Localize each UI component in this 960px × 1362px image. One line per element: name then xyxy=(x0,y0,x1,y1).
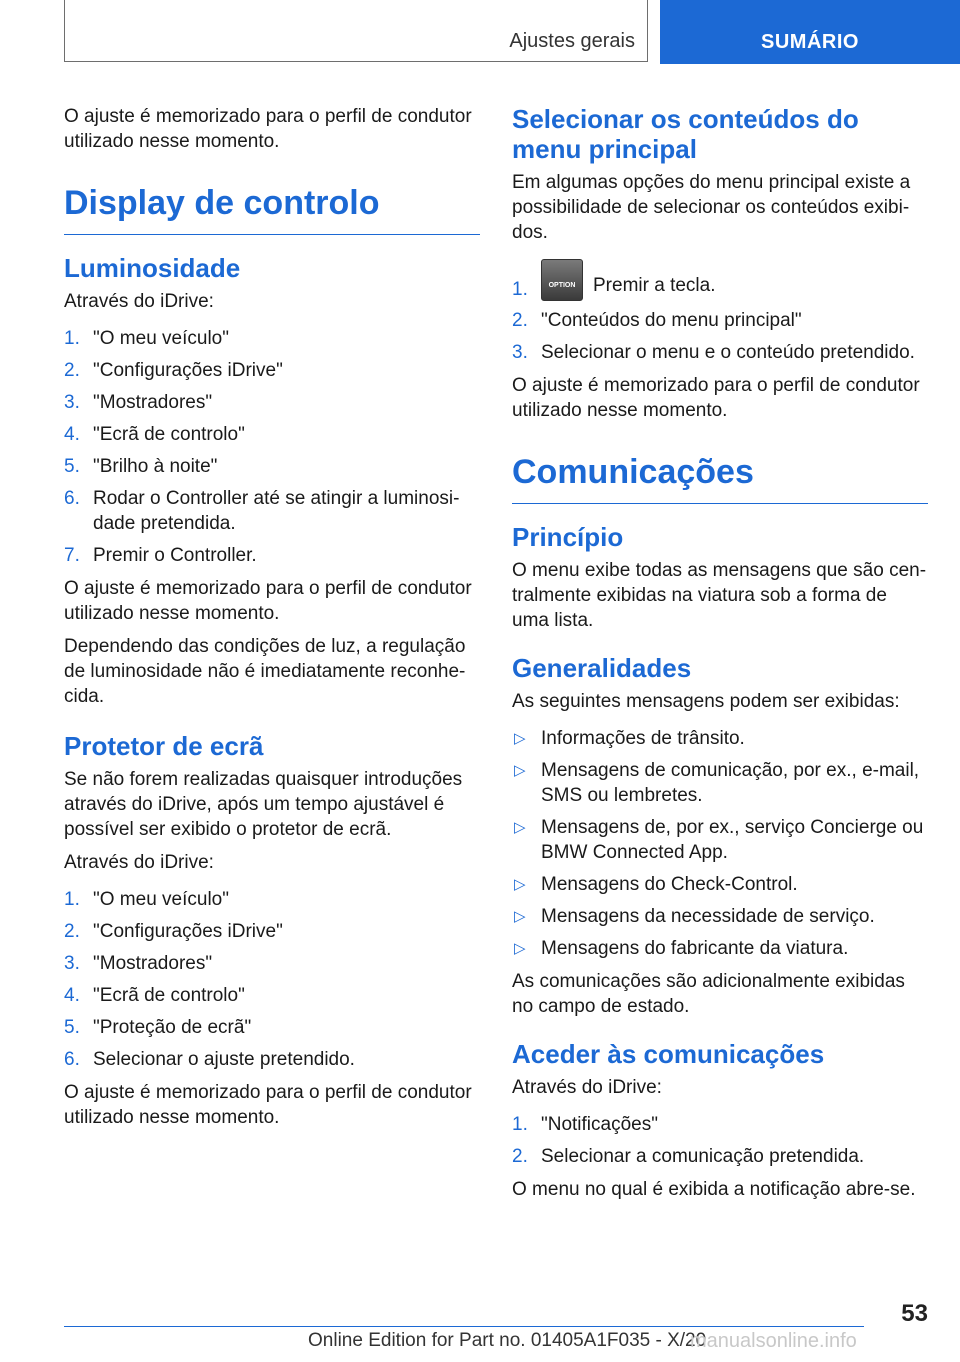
step-text: "Ecrã de controlo" xyxy=(93,424,245,445)
paragraph: O ajuste é memorizado para o perfil de condutor utilizado nesse momento. xyxy=(64,106,472,152)
list-item xyxy=(64,887,480,912)
step-number: 6. xyxy=(64,1049,80,1070)
step-number: 2. xyxy=(64,921,80,942)
step-text: "O meu veículo" xyxy=(93,328,229,349)
paragraph: Se não forem realizadas quaisquer introduções através do iDrive, após um tempo ajustável é possível ser exibido o protetor de ecrã. xyxy=(64,769,463,840)
list-item xyxy=(64,486,480,536)
list-item xyxy=(512,726,928,751)
paragraph: Dependendo das condições de luz, a regulação de luminosidade não é imediatamente reconhecida. xyxy=(64,636,466,707)
triangle-bullet-icon: ▷ xyxy=(514,908,526,925)
list-item xyxy=(64,951,480,976)
paragraph: Através do iDrive: xyxy=(64,852,214,873)
list-item xyxy=(512,936,928,961)
step-text: Premir a tecla. xyxy=(593,275,716,296)
step-number: 2. xyxy=(64,360,80,381)
triangle-bullet-icon: ▷ xyxy=(514,762,526,779)
step-number: 3. xyxy=(64,953,80,974)
step-list xyxy=(64,326,480,568)
footer-divider xyxy=(64,1326,864,1327)
section-heading: Selecionar os conteúdos do menu principal xyxy=(512,104,859,164)
list-item xyxy=(64,1047,480,1072)
header-box xyxy=(64,0,648,62)
paragraph: O ajuste é memorizado para o perfil de condutor utilizado nesse momento. xyxy=(64,1082,472,1128)
section-heading: Princípio xyxy=(512,522,624,552)
step-number: 6. xyxy=(64,488,80,509)
step-number: 4. xyxy=(64,424,80,445)
step-number: 1. xyxy=(512,1114,528,1135)
paragraph: Em algumas opções do menu principal existe a possibilidade de selecionar os conteúdos exibidos. xyxy=(512,172,911,243)
triangle-bullet-icon: ▷ xyxy=(514,940,526,957)
step-text: Selecionar a comunicação pretendida. xyxy=(541,1146,865,1167)
watermark: manualsonline.info xyxy=(690,1330,857,1352)
step-number: 3. xyxy=(512,342,528,363)
step-text: "Notificações" xyxy=(541,1114,658,1135)
bullet-text: Mensagens da necessidade de serviço. xyxy=(541,906,875,927)
triangle-bullet-icon: ▷ xyxy=(514,819,526,836)
bullet-text: Informações de trânsito. xyxy=(541,728,745,749)
paragraph: O ajuste é memorizado para o perfil de condutor utilizado nesse momento. xyxy=(64,578,472,624)
edition-note: Online Edition for Part no. 01405A1F035 - X/20 xyxy=(308,1330,707,1351)
list-item xyxy=(512,308,928,333)
paragraph: As comunicações são adicionalmente exibidas no campo de estado. xyxy=(512,971,905,1017)
list-item xyxy=(512,340,928,365)
section-heading: Aceder às comunicações xyxy=(512,1039,825,1069)
list-item xyxy=(64,326,480,351)
section-heading: Generalidades xyxy=(512,653,692,683)
step-text: Rodar o Controller até se atingir a luminosidade pretendida. xyxy=(93,488,460,534)
step-number: 1. xyxy=(512,279,528,300)
step-number: 3. xyxy=(64,392,80,413)
bullet-text: Mensagens do Check-Control. xyxy=(541,874,798,895)
section-title: Ajustes gerais xyxy=(509,30,635,52)
paragraph: Através do iDrive: xyxy=(512,1077,662,1098)
step-text: "Mostradores" xyxy=(93,392,213,413)
bullet-text: Mensagens do fabricante da viatura. xyxy=(541,938,849,959)
step-number: 2. xyxy=(512,310,528,331)
chapter-heading: Comunicações xyxy=(512,453,928,504)
step-text: Selecionar o ajuste pretendido. xyxy=(93,1049,355,1070)
list-item xyxy=(512,1144,928,1169)
step-number: 5. xyxy=(64,456,80,477)
list-item xyxy=(64,454,480,479)
bullet-text: Mensagens de comunicação, por ex., e-mail, SMS ou lembretes. xyxy=(541,760,920,806)
step-list xyxy=(64,887,480,1072)
paragraph: As seguintes mensagens podem ser exibidas: xyxy=(512,691,900,712)
list-item xyxy=(64,543,480,568)
list-item xyxy=(64,390,480,415)
list-item xyxy=(64,358,480,383)
right-column xyxy=(512,104,928,1210)
step-list xyxy=(512,1112,928,1169)
step-text: "Proteção de ecrã" xyxy=(93,1017,252,1038)
page-number: 53 xyxy=(901,1300,928,1327)
paragraph: O menu no qual é exibida a notificação abre-se. xyxy=(512,1179,916,1200)
bullet-list xyxy=(512,726,928,961)
list-item xyxy=(64,983,480,1008)
step-number: 1. xyxy=(64,328,80,349)
left-column xyxy=(64,104,480,1138)
triangle-bullet-icon: ▷ xyxy=(514,876,526,893)
summary-button[interactable]: SUMÁRIO xyxy=(660,0,960,64)
triangle-bullet-icon: ▷ xyxy=(514,730,526,747)
section-heading: Protetor de ecrã xyxy=(64,731,264,761)
list-item xyxy=(512,758,928,808)
chapter-heading: Display de controlo xyxy=(64,184,480,235)
bullet-text: Mensagens de, por ex., serviço Concierge ou BMW Connected App. xyxy=(541,817,924,863)
step-text: "O meu veículo" xyxy=(93,889,229,910)
option-key-label: OPTION xyxy=(548,282,576,289)
step-text: "Ecrã de controlo" xyxy=(93,985,245,1006)
step-text: "Configurações iDrive" xyxy=(93,360,283,381)
list-item xyxy=(512,1112,928,1137)
list-item xyxy=(64,919,480,944)
section-heading: Luminosidade xyxy=(64,253,241,283)
step-text: Premir o Controller. xyxy=(93,545,257,566)
step-text: "Configurações iDrive" xyxy=(93,921,283,942)
list-item xyxy=(64,422,480,447)
paragraph: O ajuste é memorizado para o perfil de condutor utilizado nesse momento. xyxy=(512,375,920,421)
paragraph: Através do iDrive: xyxy=(64,291,214,312)
step-number: 4. xyxy=(64,985,80,1006)
step-number: 5. xyxy=(64,1017,80,1038)
step-number: 7. xyxy=(64,545,80,566)
step-text: "Mostradores" xyxy=(93,953,213,974)
step-text: "Conteúdos do menu principal" xyxy=(541,310,802,331)
list-item xyxy=(512,815,928,865)
list-item xyxy=(512,904,928,929)
step-number: 2. xyxy=(512,1146,528,1167)
step-text: "Brilho à noite" xyxy=(93,456,218,477)
step-list xyxy=(512,259,928,365)
step-text: Selecionar o menu e o conteúdo pretendido. xyxy=(541,342,915,363)
list-item xyxy=(64,1015,480,1040)
paragraph: O menu exibe todas as mensagens que são centralmente exibidas na viatura sob a forma de uma lista. xyxy=(512,560,927,631)
option-key-icon xyxy=(541,259,583,301)
list-item xyxy=(512,872,928,897)
step-number: 1. xyxy=(64,889,80,910)
list-item xyxy=(512,259,928,301)
